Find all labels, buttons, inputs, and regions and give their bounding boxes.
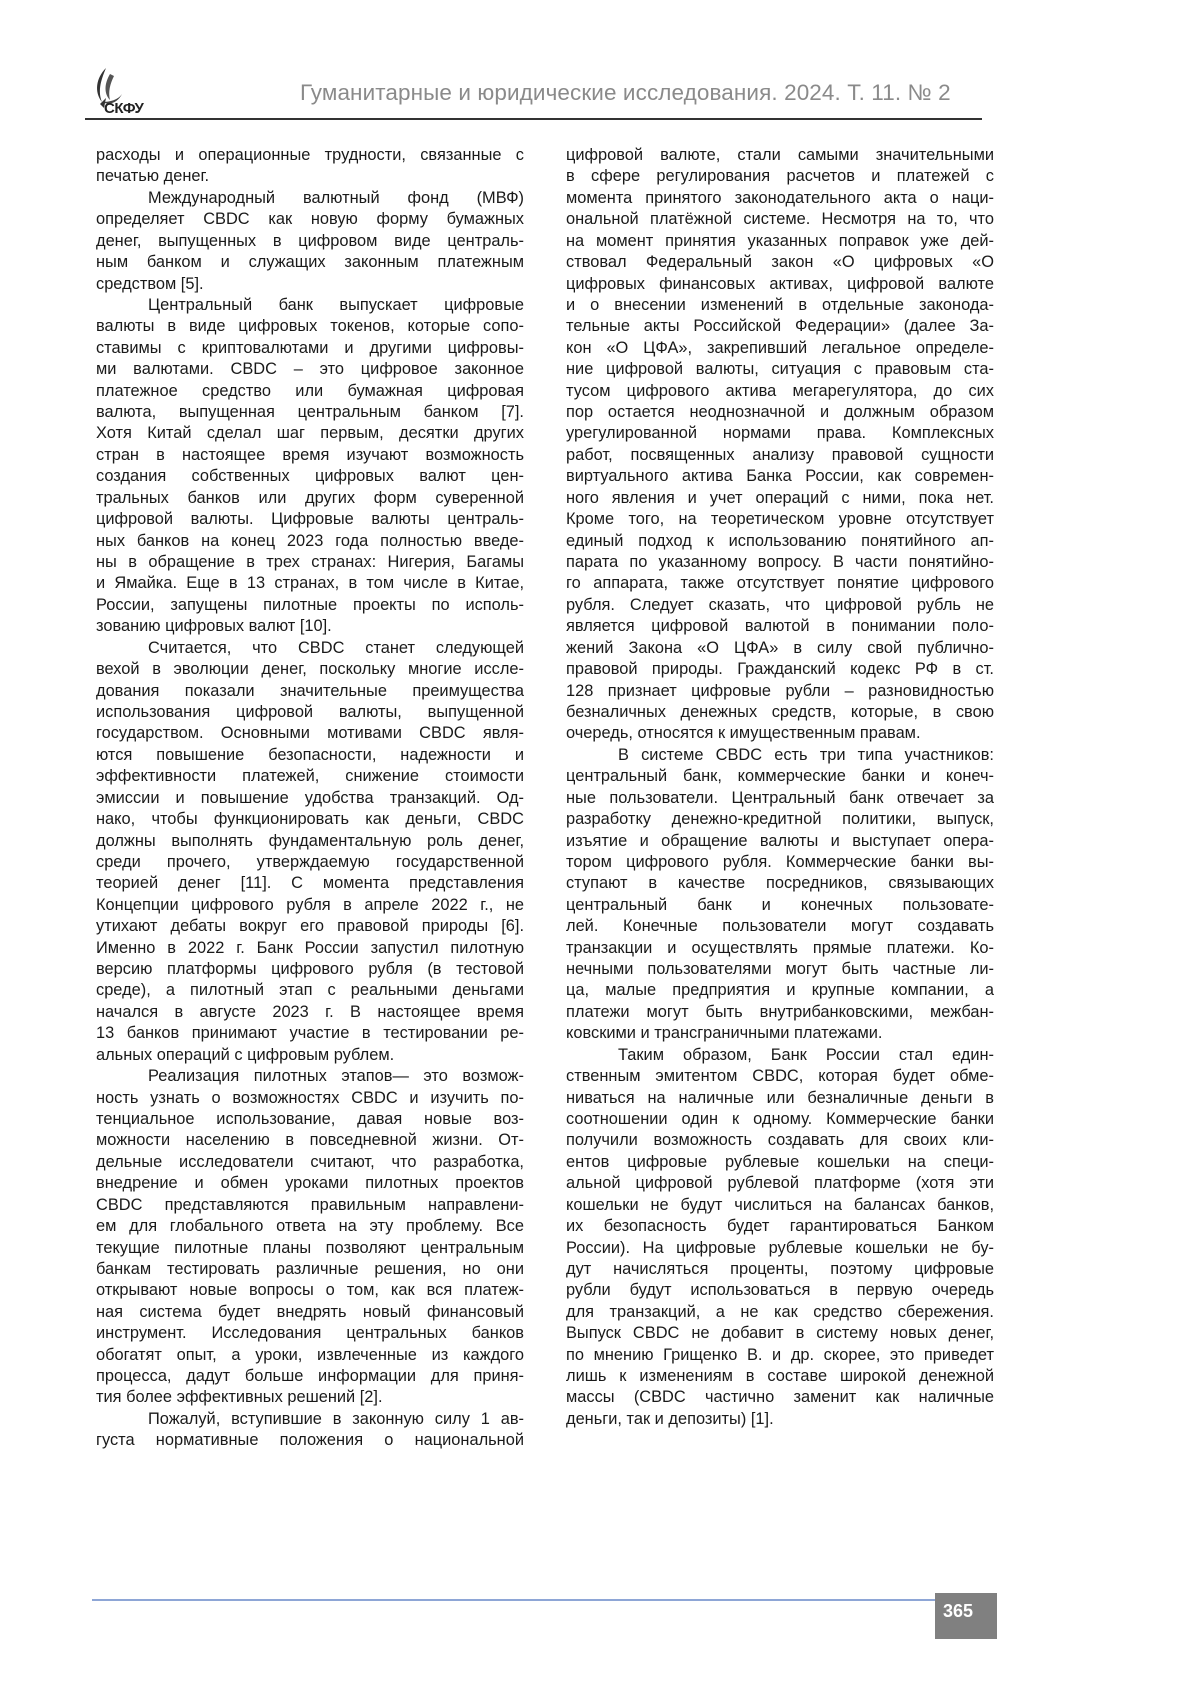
text-line: версию платформы цифрового рубля (в тестовой [96,959,524,980]
left-column [96,145,524,1452]
text-line: лишь к изменениям в составе широкой денежной [566,1366,994,1387]
text-line: изъятие и обращение валюты и выступает опера- [566,831,994,852]
text-line: ная система будет внедрять новый финансовый [96,1302,524,1323]
text-line: зованию цифровых валют [10]. [96,616,524,637]
text-line: России, запущены пилотные проекты по исполь- [96,595,524,616]
text-line: ются повышение безопасности, надежности и [96,745,524,766]
text-line: ность узнать о возможностях CBDC и изучить по- [96,1088,524,1109]
text-line: правовой природы. Гражданский кодекс РФ в ст. [566,659,994,680]
text-line: эффективности платежей, снижение стоимости [96,766,524,787]
text-line: дельные исследователи считают, что разработка, [96,1152,524,1173]
text-line: Международный валютный фонд (МВФ) [96,188,524,209]
text-line: определяет CBDC как новую форму бумажных [96,209,524,230]
text-line: государством. Основными мотивами CBDC явля- [96,723,524,744]
paragraph [566,145,994,745]
text-line: расходы и операционные трудности, связанные с [96,145,524,166]
text-line: рубля. Следует сказать, что цифровой рубль не [566,595,994,616]
text-line: парата по указанному вопросу. В части понятийно- [566,552,994,573]
text-line: их безопасность будет гарантироваться Банком [566,1216,994,1237]
paragraph [96,1066,524,1409]
right-column [566,145,994,1430]
text-line: ковскими и трансграничными платежами. [566,1023,994,1044]
text-line: центральный банк, коммерческие банки и конеч- [566,766,994,787]
text-line: получили возможность создавать для своих кли- [566,1130,994,1151]
text-line: цифровой валюте, стали самыми значительными [566,145,994,166]
text-line: кошельки не будут числиться на балансах банков, [566,1195,994,1216]
text-line: ентов цифровые рублевые кошельки на специ- [566,1152,994,1173]
text-line: альных операций с цифровым рублем. [96,1045,524,1066]
text-line: ступают в качестве посредников, связывающих [566,873,994,894]
text-line: средством [5]. [96,274,524,295]
text-line: рубли будут использоваться в первую очередь [566,1280,994,1301]
text-line: ным банком и служащих законным платежным [96,252,524,273]
text-line: тральных банков или других форм суверенной [96,488,524,509]
text-line: России). На цифровые рублевые кошельки не бу- [566,1238,994,1259]
paragraph [96,295,524,638]
text-line: использования цифровой валюты, выпущенной [96,702,524,723]
text-line: должны выполнять фундаментальную роль денег, [96,831,524,852]
paragraph [566,745,994,1045]
text-line: работ, посвященных анализу правовой сущности [566,445,994,466]
text-line: среди прочего, утверждаемую государственной [96,852,524,873]
text-line: пор остается неоднозначной и должным образом [566,402,994,423]
text-line: ние цифровой валюты, ситуация с правовым ста- [566,359,994,380]
text-line: Пожалуй, вступившие в законную силу 1 ав- [96,1409,524,1430]
text-line: текущие пилотные планы позволяют центральным [96,1238,524,1259]
text-line: Центральный банк выпускает цифровые [96,295,524,316]
paragraph [96,145,524,188]
text-line: платежное средство или бумажная цифровая [96,381,524,402]
footer-divider [92,1599,937,1601]
text-line: дут начисляться проценты, поэтому цифровые [566,1259,994,1280]
text-line: на момент принятия указанных поправок уже дей- [566,231,994,252]
text-line: инструмент. Исследования центральных банков [96,1323,524,1344]
text-line: ствовал Федеральный закон «О цифровых «О [566,252,994,273]
text-line: утихают дебаты вокруг его правовой природы [6]. [96,916,524,937]
text-line: тусом цифрового актива мегарегулятора, до сих [566,381,994,402]
text-line: вехой в эволюции денег, поскольку многие иссле- [96,659,524,680]
header-divider [85,118,982,120]
text-line: ми валютами. CBDC – это цифровое законное [96,359,524,380]
text-line: Таким образом, Банк России стал един- [566,1045,994,1066]
text-line: нако, чтобы функционировать как деньги, CBDC [96,809,524,830]
text-line: жений Закона «О ЦФА» в силу свой публично- [566,638,994,659]
text-line: цифровых финансовых активах, цифровой валюте [566,274,994,295]
text-line: ниваться на наличные или безналичные деньги в [566,1088,994,1109]
paragraph [566,1045,994,1431]
text-line: для транзакций, а не как средство сбережения. [566,1302,994,1323]
text-line: транзакции и осуществлять прямые платежи. Ко- [566,938,994,959]
text-line: Считается, что CBDC станет следующей [96,638,524,659]
text-line: банкам тестировать различные решения, но они [96,1259,524,1280]
text-line: урегулированной нормами права. Комплексных [566,423,994,444]
text-line: момента принятого законодательного акта о наци- [566,188,994,209]
text-line: является цифровой валютой в понимании поло- [566,616,994,637]
text-line: разработку денежно-кредитной политики, выпуск, [566,809,994,830]
text-line: открывают новые вопросы о том, как вся платеж- [96,1280,524,1301]
text-line: Именно в 2022 г. Банк России запустил пилотную [96,938,524,959]
text-line: 128 признает цифровые рубли – разновидностью [566,681,994,702]
text-line: Выпуск CBDC не добавит в систему новых денег, [566,1323,994,1344]
text-line: ца, малые предприятия и крупные компании, а [566,980,994,1001]
text-line: массы (CBDC частично заменит как наличные [566,1387,994,1408]
text-line: В системе CBDC есть три типа участников: [566,745,994,766]
text-line: очередь, относятся к имущественным правам. [566,723,994,744]
text-line: густа нормативные положения о национальной [96,1430,524,1451]
text-line: кон «О ЦФА», закрепивший легальное определе- [566,338,994,359]
text-line: ональной платёжной системе. Несмотря на то, что [566,209,994,230]
text-line: 13 банков принимают участие в тестировании ре- [96,1023,524,1044]
text-line: денег, выпущенных в цифровом виде централь- [96,231,524,252]
text-line: цифровой валюты. Цифровые валюты централь- [96,509,524,530]
text-line: ные пользователи. Центральный банк отвечает за [566,788,994,809]
text-line: соотношении один к одному. Коммерческие банки [566,1109,994,1130]
text-line: можности населению в повседневной жизни. От- [96,1130,524,1151]
text-line: по мнению Грищенко В. и др. скорее, это приведет [566,1345,994,1366]
text-line: валюта, выпущенная центральным банком [7]. [96,402,524,423]
text-line: тельные акты Российской Федерации» (далее За- [566,316,994,337]
paragraph [96,1409,524,1452]
text-line: ны в обращение в трех странах: Нигерия, Багамы [96,552,524,573]
text-line: ем для глобального ответа на эту проблему. Все [96,1216,524,1237]
text-line: Реализация пилотных этапов— это возмож- [96,1066,524,1087]
text-line: ственным эмитентом CBDC, которая будет обме- [566,1066,994,1087]
logo-text: СКФУ [104,100,143,117]
page-number-box [935,1593,997,1639]
paragraph [96,188,524,295]
text-line: центральный банк и конечных пользовате- [566,895,994,916]
text-line: стран в настоящее время изучают возможность [96,445,524,466]
text-line: CBDC представляются правильным направлени- [96,1195,524,1216]
text-line: нечными пользователями могут быть частные ли- [566,959,994,980]
text-line: тенциальное использование, давая новые воз- [96,1109,524,1130]
text-line: внедрение и обмен уроками пилотных проектов [96,1173,524,1194]
text-line: виртуального актива Банка России, как современ- [566,466,994,487]
text-line: деньги, так и депозиты) [1]. [566,1409,994,1430]
text-line: Концепции цифрового рубля в апреле 2022 г., не [96,895,524,916]
text-line: безналичных денежных средств, которые, в свою [566,702,994,723]
text-line: дования показали значительные преимущества [96,681,524,702]
text-line: печатью денег. [96,166,524,187]
text-line: в сфере регулирования расчетов и платежей с [566,166,994,187]
text-line: начался в августе 2023 г. В настоящее время [96,1002,524,1023]
text-line: теорией денег [11]. С момента представления [96,873,524,894]
text-line: единый подход к использованию понятийного ап- [566,531,994,552]
text-line: эмиссии и повышение удобства транзакций. Од- [96,788,524,809]
text-line: Кроме того, на теоретическом уровне отсутствует [566,509,994,530]
paragraph [96,638,524,1066]
text-line: тия более эффективных решений [2]. [96,1387,524,1408]
text-line: ного явления и учет операций с ними, пока нет. [566,488,994,509]
text-line: обогатят опыт, а уроки, извлеченные из каждого [96,1345,524,1366]
text-line: платежи могут быть внутрибанковскими, межбан- [566,1002,994,1023]
text-line: создания собственных цифровых валют цен- [96,466,524,487]
text-line: процесса, дадут больше информации для приня- [96,1366,524,1387]
page-number: 365 [943,1601,973,1622]
text-line: Хотя Китай сделал шаг первым, десятки других [96,423,524,444]
text-line: среде), а пилотный этап с реальными деньгами [96,980,524,1001]
text-line: го аппарата, также отсутствует понятие цифрового [566,573,994,594]
journal-title: Гуманитарные и юридические исследования. 2024. Т. 11. № 2 [300,80,951,106]
text-line: и Ямайка. Еще в 13 странах, в том числе в Китае, [96,573,524,594]
text-line: тором цифрового рубля. Коммерческие банки вы- [566,852,994,873]
text-line: ставимы с криптовалютами и другими цифровы- [96,338,524,359]
text-line: и о внесении изменений в отдельные законода- [566,295,994,316]
text-line: альной цифровой рублевой платформе (хотя эти [566,1173,994,1194]
text-line: валюты в виде цифровых токенов, которые сопо- [96,316,524,337]
text-line: лей. Конечные пользователи могут создавать [566,916,994,937]
text-line: ных банков на конец 2023 года полностью введе- [96,531,524,552]
